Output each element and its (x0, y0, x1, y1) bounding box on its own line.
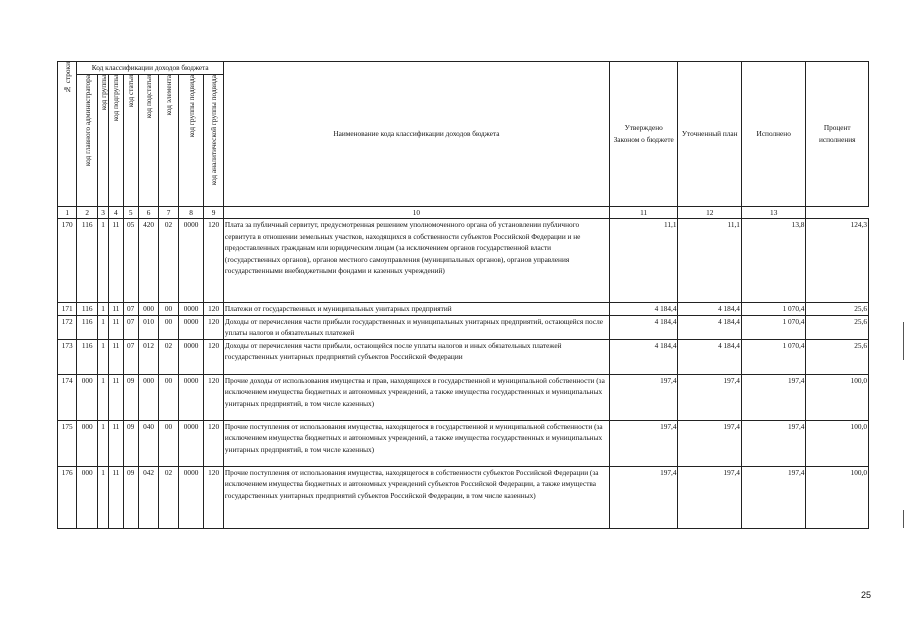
cell-percent: 100,0 (806, 466, 869, 528)
percent-header: Процент исполнения (806, 62, 869, 207)
cell-c4: 07 (123, 339, 138, 374)
cell-c5: 012 (138, 339, 158, 374)
cell-c4: 07 (123, 315, 138, 339)
cell-refined: 11,1 (678, 219, 741, 303)
col-num: 2 (77, 206, 97, 219)
cell-c3: 11 (109, 374, 123, 420)
cell-c4: 09 (123, 374, 138, 420)
cell-c7: 0000 (178, 339, 204, 374)
cell-c6: 00 (159, 420, 178, 466)
cell-c4: 09 (123, 420, 138, 466)
cell-percent: 100,0 (806, 374, 869, 420)
cell-name: Прочие доходы от использования имущества и прав, находящихся в государственной и муниципальной собственности (за исключением имущества бюджетных и автономных учреждений, а также имущества государственных и муниципальных унитарных предприятий, в том числе казенных) (223, 374, 609, 420)
cell-executed: 1 070,4 (741, 303, 806, 316)
table-row (58, 466, 869, 528)
col-num: 1 (58, 206, 77, 219)
cell-c8: 120 (204, 303, 224, 316)
cell-percent: 124,3 (806, 219, 869, 303)
cell-c2: 1 (97, 303, 108, 316)
article-code-header: код статьи (123, 74, 138, 206)
cell-approved: 4 184,4 (609, 339, 678, 374)
cell-c7: 0000 (178, 315, 204, 339)
table-row (58, 339, 869, 374)
cell-percent: 25,6 (806, 303, 869, 316)
cell-percent: 25,6 (806, 315, 869, 339)
data-rows (58, 219, 869, 529)
col-num: 4 (109, 206, 123, 219)
row-number-header: № строки (58, 62, 77, 207)
cell-c8: 120 (204, 374, 224, 420)
cell-name: Плата за публичный сервитут, предусмотренная решением уполномоченного органа об установлении публичного сервитута в отношении земельных участков, находящихся в собственности субъектов Российской Федерации и не предоставленных гражданам или юридическим лицам (за исключением органов государственной власти (государственных органов), органов местного самоуправления (муниципальных органов), органов управления государственными внебюджетными фондами и казенных учреждений) (223, 219, 609, 303)
cell-c4: 07 (123, 303, 138, 316)
analytic-group-code-header: код аналитической группы подвида (204, 74, 224, 206)
cell-row: 170 (58, 219, 77, 303)
cell-approved: 197,4 (609, 420, 678, 466)
col-num: 7 (159, 206, 178, 219)
cell-c5: 000 (138, 303, 158, 316)
col-num: 9 (204, 206, 224, 219)
cell-c1: 000 (77, 466, 97, 528)
cell-c2: 1 (97, 420, 108, 466)
cell-c6: 02 (159, 219, 178, 303)
revenue-classification-table (57, 61, 869, 529)
admin-code-header: код главного администратора (77, 74, 97, 206)
col-num: 10 (223, 206, 609, 219)
edge-mark (903, 510, 904, 528)
cell-c4: 05 (123, 219, 138, 303)
subtype-group-code-header: код группы подвида (178, 74, 204, 206)
executed-header: Исполнено (741, 62, 806, 207)
element-code-header: код элемента (159, 74, 178, 206)
cell-c3: 11 (109, 303, 123, 316)
cell-c6: 00 (159, 315, 178, 339)
cell-c1: 000 (77, 420, 97, 466)
cell-executed: 197,4 (741, 420, 806, 466)
cell-c2: 1 (97, 339, 108, 374)
cell-c2: 1 (97, 466, 108, 528)
cell-c3: 11 (109, 339, 123, 374)
name-column-header: Наименование кода классификации доходов бюджета (223, 62, 609, 207)
subarticle-code-header: код подстатьи (138, 74, 158, 206)
cell-executed: 197,4 (741, 374, 806, 420)
cell-c3: 11 (109, 219, 123, 303)
refined-plan-header: Уточненный план (678, 62, 741, 207)
cell-approved: 4 184,4 (609, 303, 678, 316)
cell-row: 175 (58, 420, 77, 466)
cell-refined: 197,4 (678, 374, 741, 420)
cell-c6: 02 (159, 339, 178, 374)
cell-c4: 09 (123, 466, 138, 528)
edge-mark (903, 322, 904, 360)
classification-group-header: Код классификации доходов бюджета (77, 62, 223, 75)
cell-c8: 120 (204, 219, 224, 303)
table-row (58, 420, 869, 466)
cell-c2: 1 (97, 315, 108, 339)
cell-c7: 0000 (178, 420, 204, 466)
subgroup-code-header: код подгруппы (109, 74, 123, 206)
group-code-header: код группы (97, 74, 108, 206)
cell-c7: 0000 (178, 466, 204, 528)
cell-c6: 00 (159, 374, 178, 420)
cell-c3: 11 (109, 315, 123, 339)
col-num: 13 (741, 206, 806, 219)
table-row (58, 374, 869, 420)
cell-c8: 120 (204, 315, 224, 339)
cell-c7: 0000 (178, 374, 204, 420)
cell-approved: 197,4 (609, 374, 678, 420)
cell-c5: 420 (138, 219, 158, 303)
col-num: 3 (97, 206, 108, 219)
cell-name: Прочие поступления от использования имущества, находящегося в государственной и муниципальной собственности (за исключением имущества бюджетных и автономных учреждений, а также имущества государственных и муниципальных унитарных предприятий, в том числе казенных) (223, 420, 609, 466)
cell-refined: 4 184,4 (678, 315, 741, 339)
page-number: 25 (861, 590, 872, 600)
table-row (58, 303, 869, 316)
cell-executed: 1 070,4 (741, 339, 806, 374)
cell-c6: 02 (159, 466, 178, 528)
approved-header: Утверждено Законом о бюджете (609, 62, 678, 207)
cell-row: 172 (58, 315, 77, 339)
cell-name: Прочие поступления от использования имущества, находящегося в собственности субъектов Российской Федерации (за исключением имущества бюджетных и автономных учреждений субъектов Российской Федерации, а также имущества государственных унитарных предприятий субъектов Российской Федерации, в том числе казенных) (223, 466, 609, 528)
cell-c1: 000 (77, 374, 97, 420)
cell-c5: 010 (138, 315, 158, 339)
cell-row: 173 (58, 339, 77, 374)
table-row (58, 315, 869, 339)
cell-c2: 1 (97, 374, 108, 420)
col-num: 8 (178, 206, 204, 219)
cell-percent: 100,0 (806, 420, 869, 466)
cell-c1: 116 (77, 219, 97, 303)
col-num: 6 (138, 206, 158, 219)
cell-c1: 116 (77, 339, 97, 374)
cell-approved: 4 184,4 (609, 315, 678, 339)
cell-c5: 040 (138, 420, 158, 466)
cell-approved: 11,1 (609, 219, 678, 303)
col-num: 11 (609, 206, 678, 219)
cell-refined: 197,4 (678, 466, 741, 528)
cell-refined: 4 184,4 (678, 303, 741, 316)
cell-refined: 4 184,4 (678, 339, 741, 374)
cell-executed: 197,4 (741, 466, 806, 528)
cell-c7: 0000 (178, 303, 204, 316)
cell-name: Доходы от перечисления части прибыли, остающейся после уплаты налогов и иных обязательных платежей государственных унитарных предприятий субъектов Российской Федерации (223, 339, 609, 374)
cell-c1: 116 (77, 303, 97, 316)
cell-c5: 042 (138, 466, 158, 528)
cell-c3: 11 (109, 420, 123, 466)
cell-c5: 000 (138, 374, 158, 420)
cell-c1: 116 (77, 315, 97, 339)
cell-c7: 0000 (178, 219, 204, 303)
cell-name: Платежи от государственных и муниципальных унитарных предприятий (223, 303, 609, 316)
cell-c8: 120 (204, 466, 224, 528)
cell-executed: 1 070,4 (741, 315, 806, 339)
cell-percent: 25,6 (806, 339, 869, 374)
cell-row: 174 (58, 374, 77, 420)
cell-c2: 1 (97, 219, 108, 303)
cell-executed: 13,8 (741, 219, 806, 303)
cell-c8: 120 (204, 339, 224, 374)
cell-c8: 120 (204, 420, 224, 466)
cell-refined: 197,4 (678, 420, 741, 466)
col-num: 5 (123, 206, 138, 219)
col-num: 12 (678, 206, 741, 219)
cell-row: 176 (58, 466, 77, 528)
cell-name: Доходы от перечисления части прибыли государственных и муниципальных унитарных предприятий, остающейся после уплаты налогов и обязательных платежей (223, 315, 609, 339)
column-number-row (58, 206, 869, 219)
cell-approved: 197,4 (609, 466, 678, 528)
cell-row: 171 (58, 303, 77, 316)
cell-c6: 00 (159, 303, 178, 316)
cell-c3: 11 (109, 466, 123, 528)
table-row (58, 219, 869, 303)
